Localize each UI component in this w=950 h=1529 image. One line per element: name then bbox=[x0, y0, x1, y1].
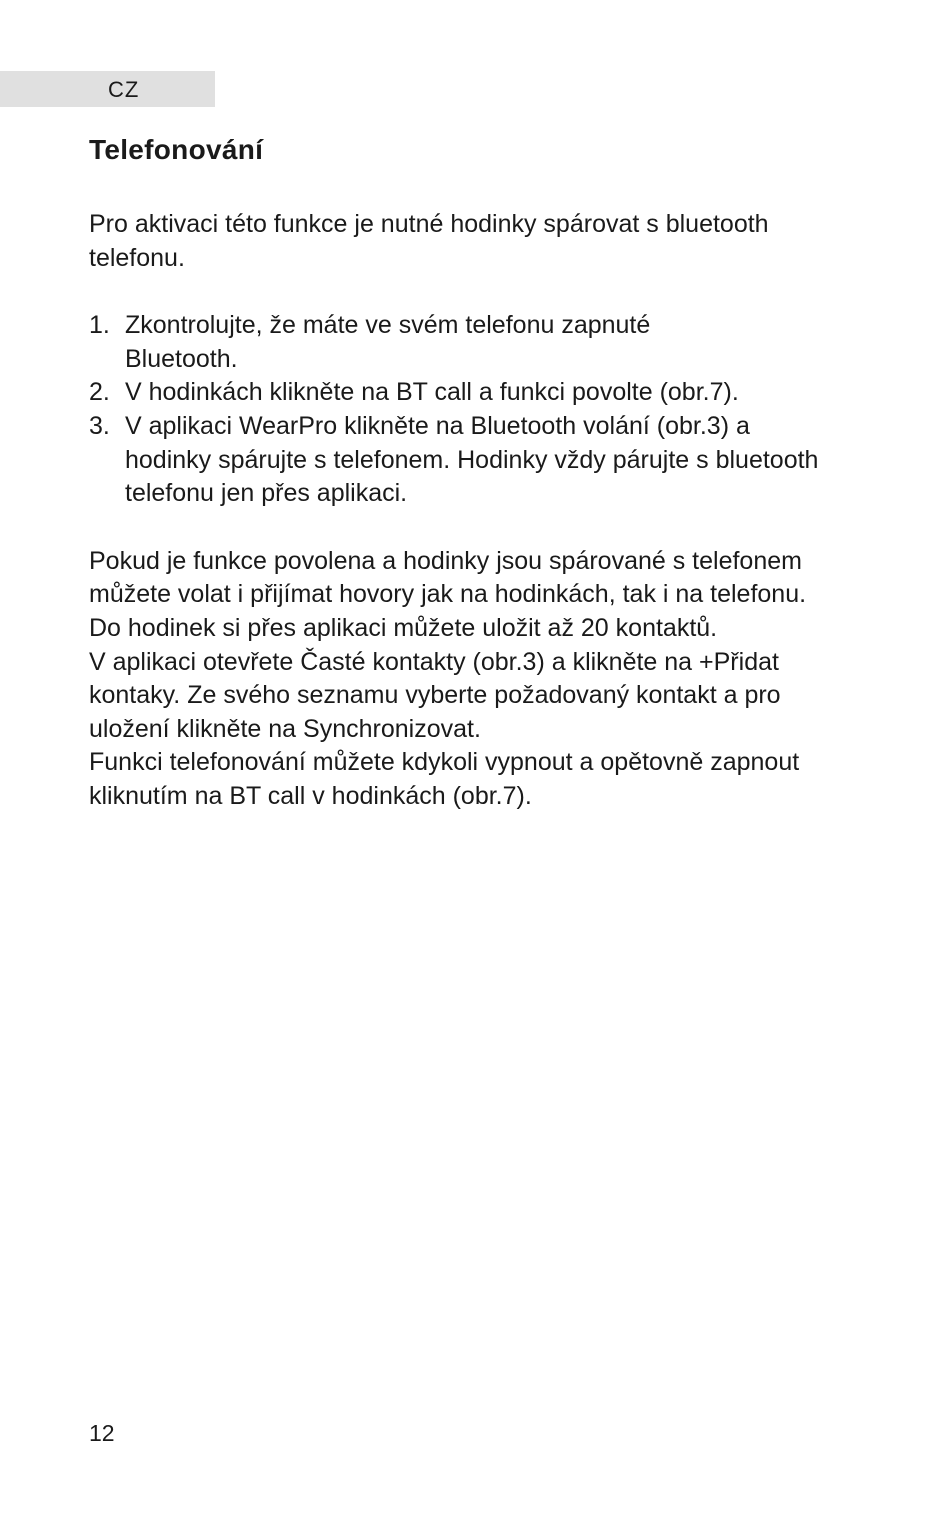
steps-list bbox=[89, 309, 879, 511]
step-item bbox=[89, 376, 879, 410]
body-paragraph: Funkci telefonování můžete kdykoli vypnout a opětovně zapnout kliknutím na BT call v hodinkách (obr.7). bbox=[89, 748, 800, 810]
intro-paragraph: Pro aktivaci této funkce je nutné hodinky spárovat s bluetooth telefonu. bbox=[89, 210, 769, 272]
body-paragraph: V aplikaci otevřete Časté kontakty (obr.3) a klikněte na +Přidat kontaky. Ze svého seznamu vyberte požadovaný kontakt a pro uložení klikněte na Synchronizovat. bbox=[89, 647, 781, 743]
step-number: 2. bbox=[89, 378, 110, 407]
body-paragraph: Do hodinek si přes aplikaci můžete uložit až 20 kontaktů. bbox=[89, 613, 718, 642]
step-text: V hodinkách klikněte na BT call a funkci povolte (obr.7). bbox=[125, 378, 739, 407]
section-title: Telefonování bbox=[89, 134, 264, 165]
language-tab bbox=[0, 71, 215, 107]
step-item bbox=[89, 309, 879, 376]
language-tab-label: CZ bbox=[108, 77, 140, 102]
step-number: 1. bbox=[89, 311, 110, 340]
body-paragraph: Pokud je funkce povolena a hodinky jsou spárované s telefonem můžete volat i přijímat hovory jak na hodinkách, tak i na telefonu. bbox=[89, 546, 807, 609]
step-number: 3. bbox=[89, 411, 110, 440]
step-text: Zkontrolujte, že máte ve svém telefonu zapnuté Bluetooth. bbox=[125, 311, 651, 373]
step-item bbox=[89, 410, 879, 511]
page-number: 12 bbox=[89, 1420, 115, 1446]
step-text: V aplikaci WearPro klikněte na Bluetooth volání (obr.3) a hodinky spárujte s telefonem. Hodinky vždy párujte s bluetooth telefonu jen přes aplikaci. bbox=[125, 411, 819, 508]
page-content bbox=[89, 130, 879, 814]
